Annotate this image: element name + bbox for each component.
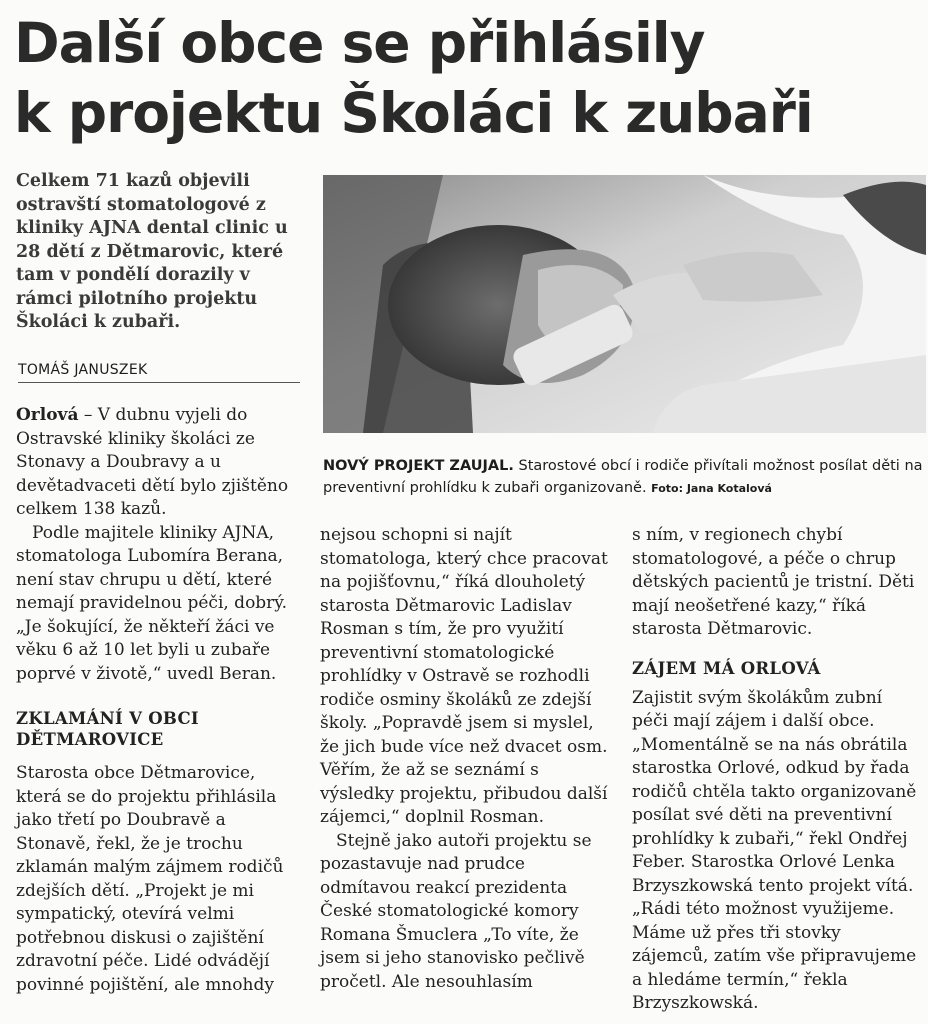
article-photo (323, 175, 926, 433)
lead-paragraph: Celkem 71 kazů objevili ostravští stomatologové z kliniky AJNA dental clinic u 28 dětí z Dětmarovic, které tam v pondělí dorazily v rámci pilotního projektu Školáci k zubaři. (16, 171, 288, 332)
col1-paragraph-1-text: – V dubnu vyjeli do Ostravské kliniky školáci ze Stonavy a Doubravy a u devětadvaceti dětí bylo zjištěno celkem 138 kazů. (16, 405, 289, 519)
col1-paragraph-1 (16, 404, 298, 522)
dental-exam-photo (323, 175, 926, 433)
col2-paragraph-2: Stejně jako autoři projektu se pozastavuje nad prudce odmítavou reakcí prezidenta České stomatologické komory Romana Šmuclera „To víte, že jsem si jeho stanovisko pečlivě pročetl. Ale nesouhlasím (320, 830, 592, 992)
headline (14, 8, 919, 148)
col1-paragraph-3: Starosta obce Dětmarovice, která se do projektu přihlásila jako třetí po Doubravě a Stonavě, řekl, že je trochu zklamán malým zájmem rodičů zdejších dětí. „Projekt je mi sympatický, otevírá velmi potřebnou diskusi o zajištění zdravotní péče. Lidé odvádějí povinné pojištění, ale mnohdy (16, 763, 284, 995)
article-column-1 (16, 404, 298, 997)
article-column-3 (632, 524, 920, 1016)
col2-paragraph-1: nejsou schopni si najít stomatologa, který chce pracovat na pojišťovnu,“ říká dlouholetý starosta Dětmarovic Ladislav Rosman s tím, že pro využití preventivní stomatologické prohlídky v Ostravě se rozhodli rodiče osminy školáků ze zdejší školy. „Popravdě jsem si myslel, že jich bude více než dvacet osm. Věřím, že až se seznámí s výsledky projektu, přibudou další zájemci,“ doplnil Rosman. (320, 525, 608, 827)
col3-paragraph-2: Zajistit svým školákům zubní péči mají zájem i další obce. „Momentálně se na nás obrátila starostka Orlové, odkud by řada rodičů chtěla takto organizovaně posílat své děti na preventivní prohlídky k zubaři,“ řekl Ondřej Feber. Starostka Orlové Lenka Brzyszkowská tento projekt vítá. „Rádi této možnost využijeme. Máme už přes tři stovky zájemců, zatím vše připravujeme a hledáme termín,“ řekla Brzyszkowská. (632, 687, 917, 1013)
photo-credit: Foto: Jana Kotalová (651, 482, 772, 495)
subhead-zklamani: ZKLAMÁNÍ V OBCI DĚTMAROVICE (16, 709, 199, 749)
article-column-2 (320, 524, 610, 994)
photo-caption (323, 455, 923, 500)
caption-text: Starostové obcí i rodiče přivítali možnost posílat děti na preventivní prohlídku k zubaři organizovaně. (323, 458, 923, 496)
caption-lead: NOVÝ PROJEKT ZAUJAL. (323, 458, 514, 474)
headline-line-1: Další obce se přihlásily (14, 11, 705, 75)
col3-paragraph-1: s ním, v regionech chybí stomatologové, a péče o chrup dětských pacientů je tristní. Děti mají neošetřené kazy,“ říká starosta Dětmarovic. (632, 525, 915, 639)
col1-paragraph-2: Podle majitele kliniky AJNA, stomatologa Lubomíra Berana, není stav chrupu u dětí, které nemají pravidelnou péči, dobrý. „Je šokující, že někteří žáci ve věku 6 až 10 let byli u zubaře poprvé v životě,“ uvedl Beran. (16, 522, 288, 684)
headline-line-2: k projektu Školáci k zubaři (14, 81, 813, 145)
subhead-zajem: ZÁJEM MÁ ORLOVÁ (632, 658, 821, 678)
author-byline: TOMÁŠ JANUSZEK (18, 362, 300, 383)
dateline-place: Orlová (16, 405, 79, 425)
